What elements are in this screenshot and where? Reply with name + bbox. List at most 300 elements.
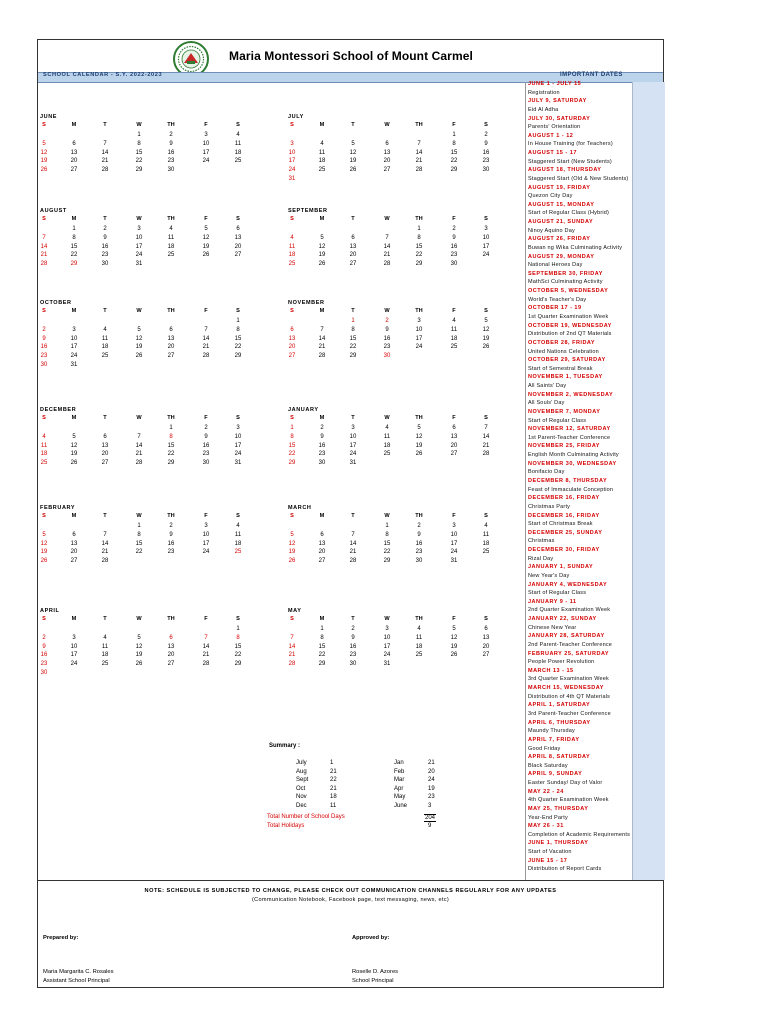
summary-month: Nov (296, 794, 307, 801)
day-cell: 18 (101, 344, 109, 351)
month-june (40, 114, 270, 204)
day-cell: 7 (385, 234, 389, 241)
day-cell: 20 (234, 243, 242, 250)
approved-by-label: Approved by: (352, 935, 390, 941)
day-cell: 15 (349, 335, 357, 342)
important-date: NOVEMBER 12, SATURDAY (528, 426, 611, 433)
day-cell: 1 (236, 626, 240, 632)
month-name: MARCH (288, 505, 312, 511)
day-cell: 19 (135, 344, 143, 351)
day-cell: 6 (351, 234, 355, 241)
day-cell: 6 (169, 326, 173, 333)
day-cell: 27 (167, 353, 175, 360)
day-cell: 23 (482, 158, 490, 165)
weekday-header: T (103, 415, 107, 421)
important-date: SEPTEMBER 30, FRIDAY (528, 270, 603, 277)
day-cell: 8 (385, 531, 389, 538)
day-cell: 25 (482, 549, 490, 556)
day-cell: 12 (349, 149, 357, 156)
prepared-by-name: Maria Margarita C. Rosales (43, 969, 114, 975)
important-event: Parents' Orientation (528, 124, 581, 131)
day-cell: 10 (202, 140, 210, 147)
day-cell: 6 (320, 531, 324, 538)
weekday-header: S (290, 415, 294, 421)
important-date: AUGUST 18, THURSDAY (528, 167, 602, 174)
day-cell: 25 (101, 353, 109, 360)
weekday-header: TH (167, 415, 175, 421)
day-cell: 12 (70, 442, 78, 449)
day-cell: 27 (349, 261, 357, 268)
important-date: NOVEMBER 25, FRIDAY (528, 443, 600, 450)
day-cell: 19 (40, 158, 48, 165)
day-cell: 16 (383, 335, 391, 342)
day-cell: 15 (318, 643, 326, 650)
day-cell: 19 (482, 335, 490, 342)
summary-month: May (394, 794, 406, 801)
day-cell: 15 (135, 540, 143, 547)
weekday-header: TH (167, 616, 175, 622)
day-cell: 28 (101, 558, 109, 565)
day-cell: 19 (40, 549, 48, 556)
important-event: Feast of Immaculate Conception (528, 486, 614, 493)
important-date: AUGUST 29, MONDAY (528, 253, 595, 260)
day-cell: 8 (137, 140, 141, 147)
day-cell: 26 (70, 460, 78, 467)
day-cell: 16 (415, 540, 423, 547)
day-cell: 6 (103, 433, 107, 440)
weekday-header: F (204, 513, 208, 519)
important-event: Rizal Day (528, 555, 554, 562)
day-cell: 26 (482, 344, 490, 351)
important-date: MARCH 15, WEDNESDAY (528, 685, 604, 692)
weekday-header: S (290, 616, 294, 622)
day-cell: 14 (202, 643, 210, 650)
day-cell: 23 (450, 252, 458, 259)
day-cell: 14 (202, 335, 210, 342)
weekday-header: S (236, 122, 240, 128)
day-cell: 16 (349, 643, 357, 650)
important-event: Start of Vacation (528, 849, 572, 856)
total-school-days: 204 (425, 815, 436, 821)
day-cell: 22 (234, 344, 242, 351)
day-cell: 12 (135, 643, 143, 650)
month-name: SEPTEMBER (288, 208, 328, 214)
day-cell: 7 (320, 326, 324, 333)
day-cell: 30 (383, 353, 391, 360)
day-cell: 4 (42, 433, 46, 440)
day-cell: 13 (234, 234, 242, 241)
day-cell: 10 (288, 149, 296, 156)
day-cell: 17 (482, 243, 490, 250)
day-cell: 30 (349, 661, 357, 668)
day-cell: 30 (40, 670, 48, 676)
day-cell: 28 (101, 167, 109, 174)
day-cell: 26 (135, 353, 143, 360)
day-cell: 10 (450, 531, 458, 538)
day-cell: 15 (167, 442, 175, 449)
month-name: OCTOBER (40, 300, 72, 306)
day-cell: 26 (40, 558, 48, 565)
important-event: Black Saturday (528, 762, 568, 769)
day-cell: 1 (137, 132, 141, 138)
day-cell: 3 (452, 523, 456, 529)
day-cell: 26 (202, 252, 210, 259)
day-cell: 9 (42, 643, 46, 650)
important-event: Registration (528, 89, 560, 96)
weekday-header: TH (415, 308, 423, 314)
day-cell: 10 (415, 326, 423, 333)
day-cell: 8 (137, 531, 141, 538)
day-cell: 27 (318, 558, 326, 565)
day-cell: 2 (169, 132, 173, 138)
day-cell: 9 (42, 335, 46, 342)
important-event: Christmas (528, 538, 555, 545)
month-name: APRIL (40, 608, 60, 614)
day-cell: 5 (137, 326, 141, 333)
day-cell: 16 (101, 243, 109, 250)
weekday-header: F (452, 513, 456, 519)
day-cell: 31 (349, 460, 357, 467)
important-event: Ninoy Aquino Day (528, 227, 575, 234)
important-event: Bonifacio Day (528, 469, 565, 476)
day-cell: 18 (101, 652, 109, 659)
important-event: Start of Christmas Break (528, 521, 593, 528)
weekday-header: S (484, 513, 488, 519)
day-cell: 9 (169, 531, 173, 538)
day-cell: 12 (202, 234, 210, 241)
important-date: APRIL 9, SUNDAY (528, 771, 583, 778)
important-date: AUGUST 26, FRIDAY (528, 236, 591, 243)
day-cell: 17 (383, 643, 391, 650)
day-cell: 2 (103, 226, 107, 232)
important-event: Start of Regular Class (Hybrid) (528, 210, 610, 217)
month-name: DECEMBER (40, 407, 77, 413)
month-february (40, 505, 270, 595)
total-school-days-label: Total Number of School Days (267, 814, 345, 820)
day-cell: 13 (450, 433, 458, 440)
important-event: World's Teacher's Day (528, 296, 587, 303)
day-cell: 22 (70, 252, 78, 259)
weekday-header: S (236, 513, 240, 519)
weekday-header: S (236, 308, 240, 314)
important-date: MARCH 13 - 15 (528, 667, 574, 674)
weekday-header: TH (415, 122, 423, 128)
day-cell: 16 (40, 652, 48, 659)
day-cell: 12 (318, 243, 326, 250)
important-date: DECEMBER 8, THURSDAY (528, 477, 608, 484)
day-cell: 15 (450, 149, 458, 156)
day-cell: 30 (450, 261, 458, 268)
day-cell: 9 (452, 234, 456, 241)
important-event: Easter Sunday/ Day of Valor (528, 780, 603, 787)
day-cell: 29 (167, 460, 175, 467)
summary-label: Summary : (269, 743, 301, 749)
summary-month: Sept (296, 777, 309, 784)
weekday-header: W (384, 216, 390, 222)
weekday-header: TH (167, 513, 175, 519)
month-march (288, 505, 518, 595)
month-name: FEBRUARY (40, 505, 76, 511)
day-cell: 16 (167, 149, 175, 156)
day-cell: 7 (484, 425, 488, 431)
day-cell: 27 (450, 451, 458, 458)
day-cell: 11 (167, 234, 175, 241)
day-cell: 11 (450, 326, 458, 333)
important-date: DECEMBER 16, FRIDAY (528, 512, 600, 519)
day-cell: 20 (167, 652, 175, 659)
day-cell: 4 (484, 523, 488, 529)
day-cell: 13 (383, 149, 391, 156)
day-cell: 24 (234, 451, 242, 458)
day-cell: 7 (204, 326, 208, 333)
important-event: Year-End Party (528, 814, 568, 821)
important-date: JULY 30, SATURDAY (528, 115, 591, 122)
day-cell: 20 (70, 549, 78, 556)
school-title: Maria Montessori School of Mount Carmel (229, 49, 473, 63)
footer-divider (38, 880, 663, 881)
day-cell: 1 (385, 523, 389, 529)
day-cell: 22 (318, 652, 326, 659)
day-cell: 24 (202, 549, 210, 556)
important-event: All Saints' Day (528, 383, 567, 390)
important-event: Maundy Thursday (528, 728, 575, 735)
day-cell: 12 (40, 149, 48, 156)
weekday-header: M (319, 216, 325, 222)
day-cell: 15 (70, 243, 78, 250)
day-cell: 18 (450, 335, 458, 342)
important-event: Start of Semestral Break (528, 365, 593, 372)
day-cell: 9 (417, 531, 421, 538)
important-event: 1st Parent-Teacher Conference (528, 434, 611, 441)
day-cell: 31 (135, 261, 143, 268)
day-cell: 10 (70, 643, 78, 650)
day-cell: 6 (484, 626, 488, 632)
day-cell: 23 (40, 661, 48, 668)
day-cell: 13 (70, 149, 78, 156)
day-cell: 2 (417, 523, 421, 529)
important-date: NOVEMBER 30, WEDNESDAY (528, 460, 617, 467)
day-cell: 28 (349, 558, 357, 565)
weekday-header: M (71, 308, 77, 314)
important-date: DECEMBER 30, FRIDAY (528, 547, 600, 554)
summary-month: Aug (296, 768, 307, 775)
day-cell: 8 (351, 326, 355, 333)
day-cell: 13 (101, 442, 109, 449)
day-cell: 8 (236, 326, 240, 333)
weekday-header: W (136, 513, 142, 519)
important-event: 2nd Parent-Teacher Conference (528, 641, 613, 648)
summary-month: Apr (394, 785, 404, 792)
weekday-header: M (71, 122, 77, 128)
important-date: AUGUST 15, MONDAY (528, 201, 595, 208)
day-cell: 13 (70, 540, 78, 547)
day-cell: 5 (417, 425, 421, 431)
day-cell: 1 (320, 626, 324, 632)
weekday-header: W (384, 513, 390, 519)
day-cell: 5 (290, 531, 294, 538)
day-cell: 24 (383, 652, 391, 659)
day-cell: 14 (415, 149, 423, 156)
day-cell: 25 (383, 451, 391, 458)
summary-days: 22 (330, 777, 337, 784)
day-cell: 25 (101, 661, 109, 668)
weekday-header: F (452, 616, 456, 622)
month-july (288, 114, 518, 204)
weekday-header: W (384, 122, 390, 128)
day-cell: 18 (482, 540, 490, 547)
weekday-header: F (452, 308, 456, 314)
day-cell: 3 (72, 634, 76, 641)
important-date: MAY 26 - 31 (528, 823, 564, 830)
weekday-header: T (351, 216, 355, 222)
day-cell: 14 (135, 442, 143, 449)
day-cell: 8 (320, 634, 324, 641)
day-cell: 24 (70, 353, 78, 360)
weekday-header: S (42, 415, 46, 421)
day-cell: 25 (167, 252, 175, 259)
day-cell: 5 (72, 433, 76, 440)
weekday-header: S (42, 513, 46, 519)
day-cell: 27 (288, 353, 296, 360)
month-april (40, 608, 270, 698)
important-event: 4th Quarter Examination Week (528, 797, 609, 804)
day-cell: 31 (70, 362, 78, 368)
weekday-header: M (71, 415, 77, 421)
day-cell: 30 (415, 558, 423, 565)
day-cell: 4 (320, 140, 324, 147)
day-cell: 4 (169, 226, 173, 232)
day-cell: 23 (167, 158, 175, 165)
day-cell: 23 (167, 549, 175, 556)
day-cell: 8 (452, 140, 456, 147)
day-cell: 23 (40, 353, 48, 360)
weekday-header: S (484, 122, 488, 128)
total-holidays-label: Total Holidays (267, 823, 305, 829)
day-cell: 17 (288, 158, 296, 165)
day-cell: 20 (101, 451, 109, 458)
day-cell: 21 (101, 549, 109, 556)
day-cell: 11 (101, 335, 109, 342)
day-cell: 7 (204, 634, 208, 641)
day-cell: 20 (318, 549, 326, 556)
day-cell: 7 (103, 140, 107, 147)
day-cell: 29 (234, 353, 242, 360)
day-cell: 3 (236, 425, 240, 431)
month-name: JUNE (40, 114, 58, 120)
day-cell: 8 (290, 433, 294, 440)
weekday-header: T (103, 308, 107, 314)
day-cell: 16 (482, 149, 490, 156)
day-cell: 5 (452, 626, 456, 632)
day-cell: 6 (452, 425, 456, 431)
summary-days: 23 (428, 794, 435, 801)
day-cell: 15 (383, 540, 391, 547)
weekday-header: TH (167, 308, 175, 314)
day-cell: 26 (415, 451, 423, 458)
day-cell: 22 (288, 451, 296, 458)
day-cell: 9 (204, 433, 208, 440)
day-cell: 11 (288, 243, 296, 250)
important-event: New Year's Day (528, 572, 570, 579)
important-date: DECEMBER 25, SUNDAY (528, 529, 603, 536)
important-date: NOVEMBER 7, MONDAY (528, 408, 601, 415)
day-cell: 15 (234, 643, 242, 650)
important-date: NOVEMBER 1, TUESDAY (528, 374, 603, 381)
day-cell: 23 (383, 344, 391, 351)
day-cell: 26 (288, 558, 296, 565)
important-event: English Month Culminating Activity (528, 452, 619, 459)
day-cell: 18 (167, 243, 175, 250)
day-cell: 19 (415, 442, 423, 449)
day-cell: 7 (417, 140, 421, 147)
weekday-header: S (290, 513, 294, 519)
day-cell: 28 (135, 460, 143, 467)
day-cell: 8 (169, 433, 173, 440)
day-cell: 26 (318, 261, 326, 268)
day-cell: 21 (349, 549, 357, 556)
summary-month: Oct (296, 785, 306, 792)
day-cell: 19 (450, 643, 458, 650)
important-event: In House Training (for Teachers) (528, 141, 613, 148)
day-cell: 12 (450, 634, 458, 641)
summary-days: 21 (330, 785, 337, 792)
day-cell: 3 (385, 626, 389, 632)
communication-note: (Communication Notebook, Facebook page, text messaging, news, etc) (251, 897, 450, 903)
weekday-header: M (319, 415, 325, 421)
day-cell: 29 (288, 460, 296, 467)
day-cell: 21 (135, 451, 143, 458)
day-cell: 25 (234, 158, 242, 165)
weekday-header: S (484, 308, 488, 314)
day-cell: 9 (320, 433, 324, 440)
day-cell: 23 (101, 252, 109, 259)
day-cell: 31 (450, 558, 458, 565)
weekday-header: T (351, 513, 355, 519)
summary-month: Dec (296, 803, 307, 809)
month-august (40, 208, 270, 298)
day-cell: 2 (351, 626, 355, 632)
day-cell: 2 (484, 132, 488, 138)
day-cell: 9 (351, 634, 355, 641)
day-cell: 11 (40, 442, 48, 449)
day-cell: 14 (482, 433, 490, 440)
day-cell: 31 (234, 460, 242, 467)
weekday-header: M (319, 122, 325, 128)
important-event: Staggered Start (Old & New Students) (528, 175, 629, 182)
day-cell: 21 (202, 344, 210, 351)
day-cell: 2 (320, 425, 324, 431)
day-cell: 19 (349, 158, 357, 165)
important-date: JUNE 15 - 17 (528, 857, 568, 864)
weekday-header: W (384, 616, 390, 622)
day-cell: 18 (383, 442, 391, 449)
day-cell: 8 (417, 234, 421, 241)
schedule-note: NOTE: SCHEDULE IS SUBJECTED TO CHANGE, PLEASE CHECK OUT COMMUNICATION CHANNELS REGULARLY FOR ANY UPDATES (144, 888, 557, 894)
day-cell: 11 (234, 531, 242, 538)
day-cell: 12 (40, 540, 48, 547)
weekday-header: M (319, 616, 325, 622)
day-cell: 22 (135, 549, 143, 556)
day-cell: 14 (318, 335, 326, 342)
weekday-header: T (351, 122, 355, 128)
day-cell: 30 (318, 460, 326, 467)
day-cell: 9 (385, 326, 389, 333)
important-event: Distribution of 2nd QT Materials (528, 331, 612, 338)
day-cell: 12 (415, 433, 423, 440)
summary-days: 1 (330, 760, 334, 766)
day-cell: 2 (204, 425, 208, 431)
month-december (40, 407, 270, 497)
